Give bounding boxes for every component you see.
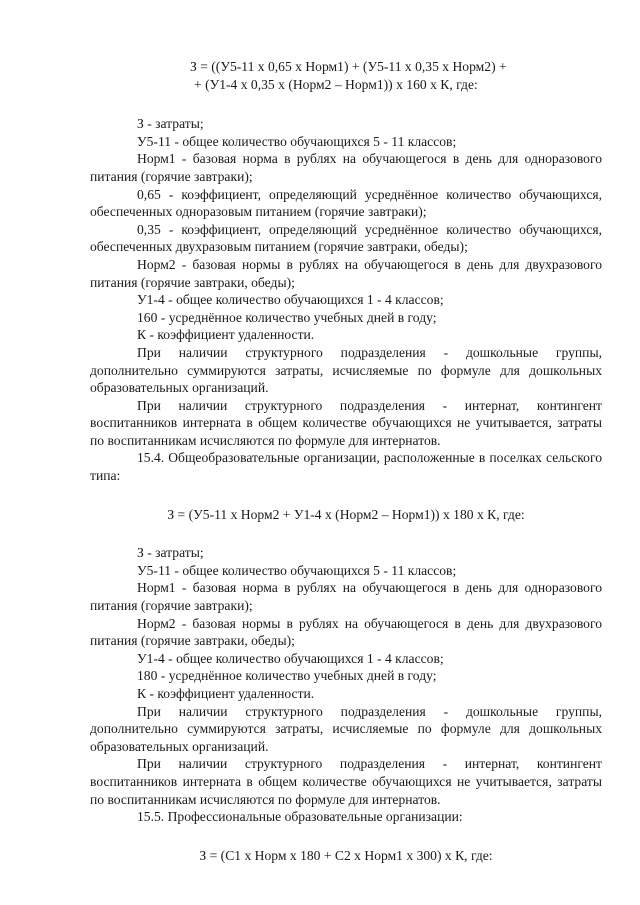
legend-2-item: З - затраты; [137, 545, 204, 561]
legend-2-item: К - коэффициент удаленности. [137, 686, 315, 701]
legend-1-item: У5-11 - общее количество обучающихся 5 - 11 классов; [137, 133, 457, 149]
legend-1-item: 160 - усреднённое количество учебных дней в году; [137, 309, 437, 325]
section-heading-15-5: 15.5. Профессиональные образовательные организации: [137, 809, 463, 825]
note-boarding-1: При наличии структурного подразделения - интернат, контингент воспитанников интерната в общем количестве обучающихся не учитывается, затраты по воспитанникам исчисляются по формуле для интернатов. [90, 397, 602, 448]
legend-1-item: Норм2 - базовая нормы в рублях на обучающегося в день для двухразового питания (горячие завтраки, обеды); [90, 256, 602, 290]
legend-2-item: Норм2 - базовая нормы в рублях на обучающегося в день для двухразового питания (горячие завтраки, обеды); [90, 615, 602, 649]
formula-3: З = (С1 х Норм х 180 + С2 х Норм1 х 300) х К, где: [199, 847, 493, 863]
formula-2: З = (У5-11 х Норм2 + У1-4 х (Норм2 – Норм1)) х 180 х К, где: [167, 506, 525, 522]
legend-2-item: У1-4 - общее количество обучающихся 1 - 4 классов; [137, 650, 444, 666]
formula-1-line-2: + (У1-4 х 0,35 х (Норм2 – Норм1)) х 160 х К, где: [194, 76, 478, 92]
legend-2-item: Норм1 - базовая норма в рублях на обучающегося в день для одноразового питания (горячие завтраки); [90, 580, 602, 614]
legend-1-item: 0,65 - коэффициент, определяющий усреднённое количество обучающихся, обеспеченных одноразовым питанием (горячие завтраки); [90, 186, 602, 220]
legend-1-item: 0,35 - коэффициент, определяющий усреднённое количество обучающихся, обеспеченных двухразовым питанием (горячие завтраки, обеды); [90, 221, 602, 255]
legend-2-item: У5-11 - общее количество обучающихся 5 - 11 классов; [137, 562, 457, 578]
note-preschool-2: При наличии структурного подразделения - дошкольные группы, дополнительно суммируются затраты, исчисляемые по формуле для дошкольных образовательных организаций. [90, 703, 602, 754]
note-boarding-2: При наличии структурного подразделения - интернат, контингент воспитанников интерната в общем количестве обучающихся не учитывается, затраты по воспитанникам исчисляются по формуле для интернатов. [90, 756, 602, 807]
legend-1-item: У1-4 - общее количество обучающихся 1 - 4 классов; [137, 292, 444, 308]
legend-1-item: К - коэффициент удаленности. [137, 327, 315, 343]
legend-2-item: 180 - усреднённое количество учебных дней в году; [137, 668, 437, 684]
formula-1-line-1: З = ((У5-11 х 0,65 х Норм1) + (У5-11 х 0,35 х Норм2) + [190, 59, 507, 74]
note-preschool-1: При наличии структурного подразделения - дошкольные группы, дополнительно суммируются затраты, исчисляемые по формуле для дошкольных образовательных организаций. [90, 344, 602, 396]
section-heading-15-4: 15.4. Общеобразовательные организации, расположенные в поселках сельского типа: [90, 450, 602, 484]
legend-1-item: З - затраты; [137, 116, 204, 132]
legend-1-item: Норм1 - базовая норма в рублях на обучающегося в день для одноразового питания (горячие завтраки); [90, 151, 602, 184]
document-page [90, 58, 602, 864]
